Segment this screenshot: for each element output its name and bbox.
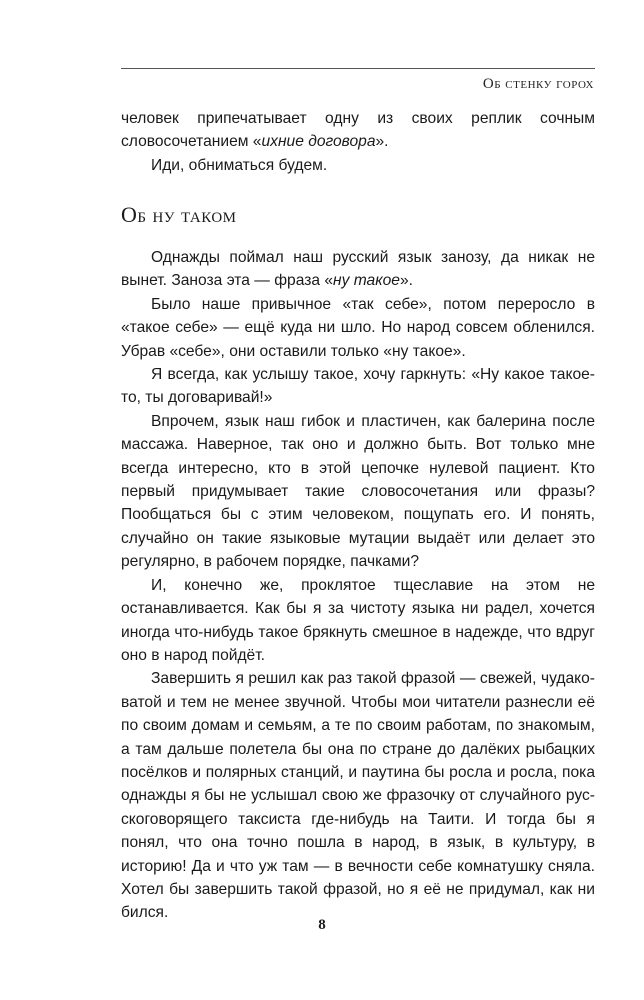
paragraph: Иди, обниматься будем. [151, 156, 328, 174]
paragraph: Было наше привычное «так себе», потом переросло в «такое себе» — ещё куда ни шло. Но народ совсем обленился. Убрав «себе», они оставили только «ну такое». [121, 295, 595, 360]
paragraph: И, конечно же, проклятое тщеславие на этом не останавливается. Как бы я за чистоту языка ни радел, хочется иногда что-нибудь такое брякнуть смешное в надежде, что вдруг оно в народ пойдёт. [121, 576, 595, 664]
paragraph: человек припечатывает одну из своих реплик сочным словосочетанием «ихние договора». [121, 110, 595, 151]
paragraph: Я всегда, как услышу такое, хочу гаркнуть: «Ну какое такое-то, ты договаривай!» [121, 366, 595, 407]
page-number: 8 [318, 917, 326, 933]
running-head: Об стенку горох [482, 76, 594, 92]
italic-phrase: ихние договора [261, 133, 376, 151]
intro-text [121, 107, 595, 177]
paragraph: Впрочем, язык наш гибок и пластичен, как балерина после массажа. Наверное, так оно и должно быть. Вот только мне всегда интересно, кто в этой цепочке нулевой пациент. Кто первый придумывает такие словосочетания или фразы? Пообщаться бы с этим человеком, пощупать его. И понять, случайно он такие языковые мутации выдаёт или делает это регулярно, в рабочем порядке, пачками? [121, 412, 595, 571]
paragraph: Завершить я решил как раз такой фразой — свежей, чудаковатой и тем не менее звучной. Чтобы мои читатели разнесли её по своим домам и семьям, а те по своим работам, по знакомым, а там дальше полетела бы она по стране до далёких рыбацких посёлков и полярных станций, и паутина бы росла и росла, пока однажды я бы не услышал свою же фразочку от случайного русскоговорящего таксиста где-нибудь на Таити. И тогда бы я понял, что она точно пошла в народ, в язык, в культуру, в историю! Да и что уж там — в вечности себе комнатушку сняла. Хотел бы завершить такой фразой, но я её не придумал, как ни бился. [121, 670, 595, 922]
header-rule [121, 68, 595, 69]
section-title: Об ну таком [121, 202, 237, 227]
section-body [121, 246, 595, 925]
italic-phrase: ну такое [333, 272, 400, 290]
paragraph: Однажды поймал наш русский язык занозу, да никак не вынет. Заноза эта — фраза «ну такое». [121, 249, 595, 290]
